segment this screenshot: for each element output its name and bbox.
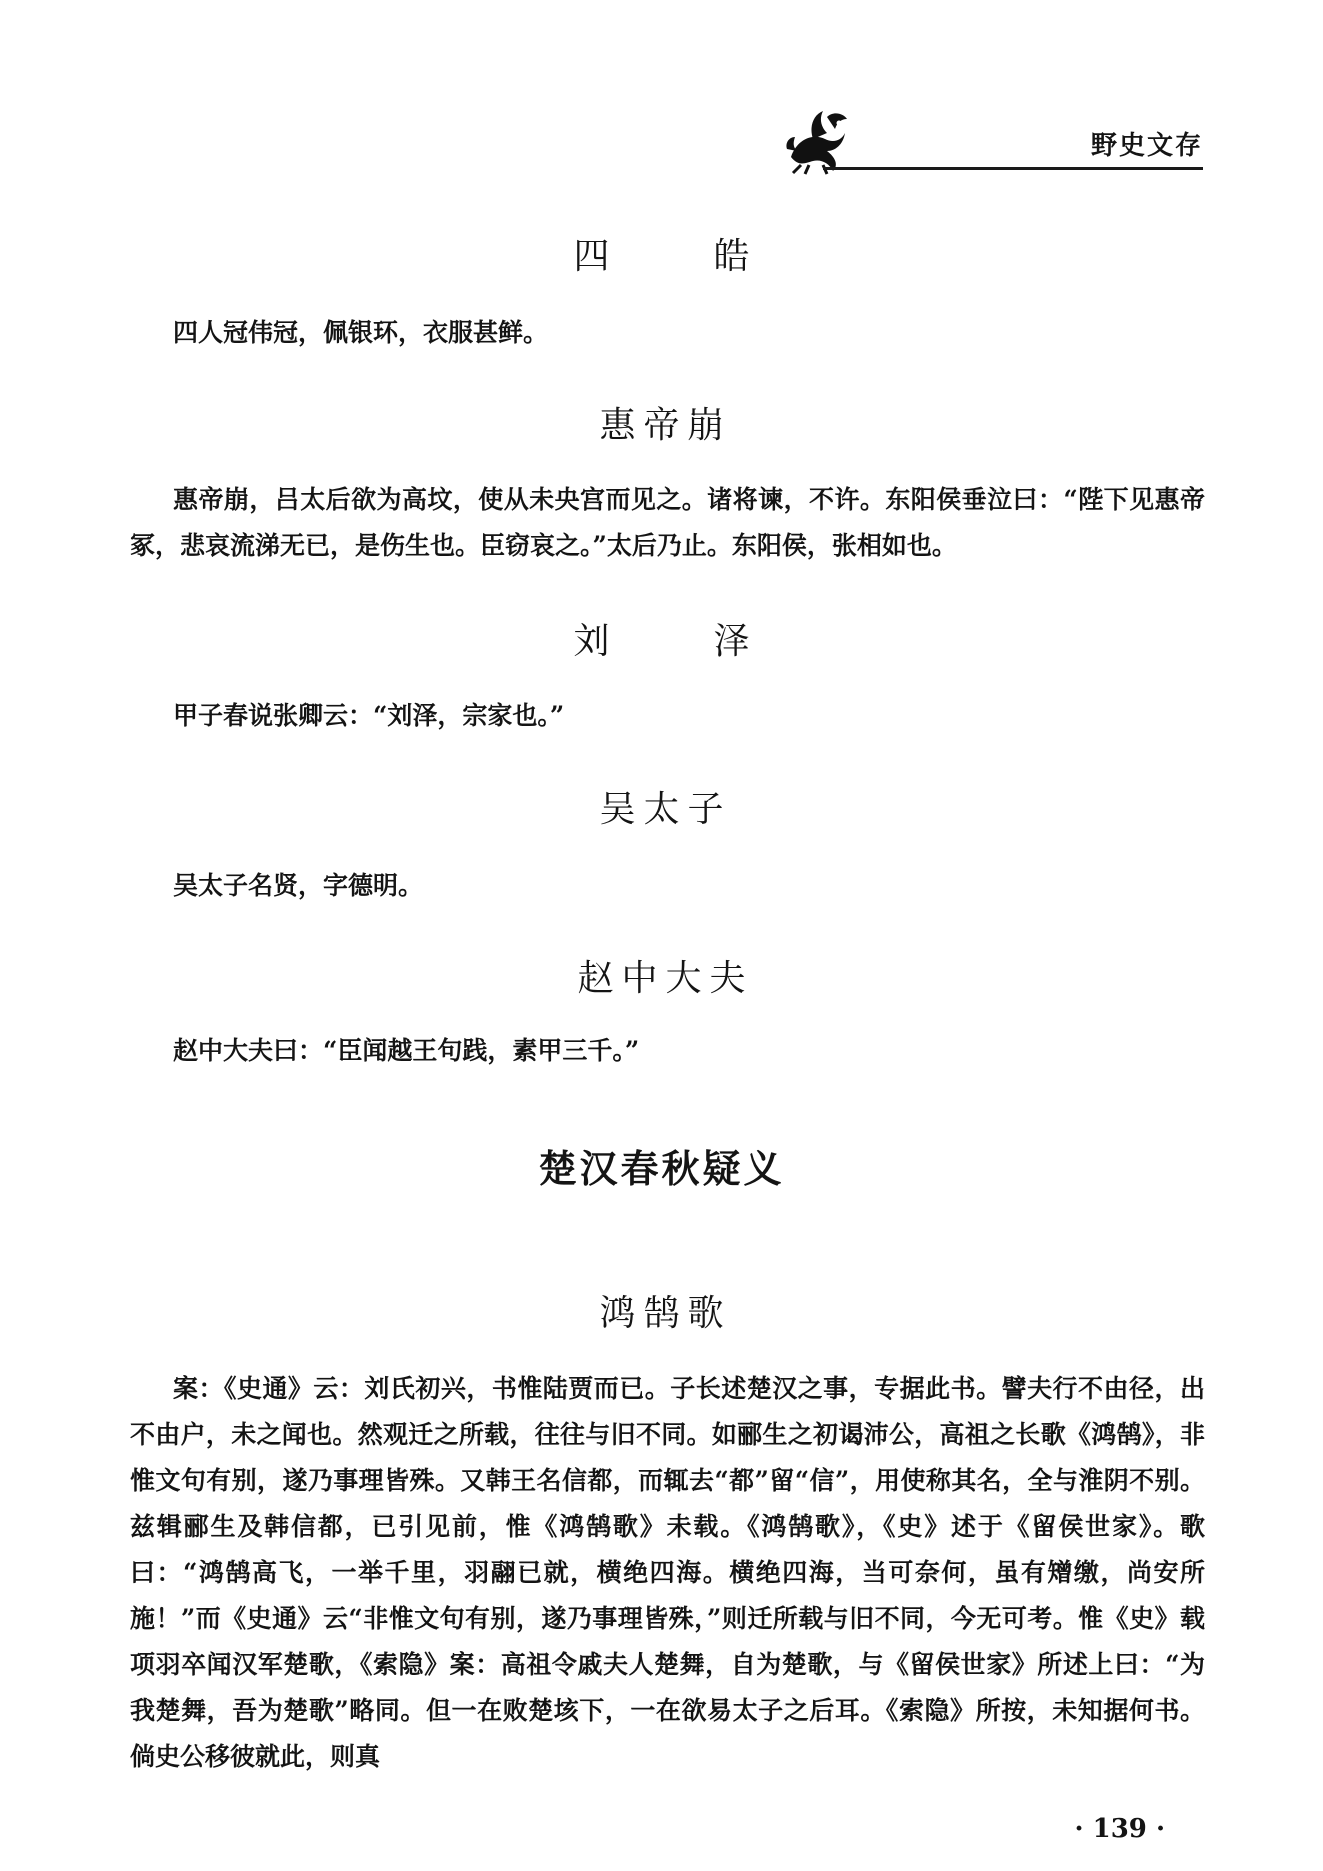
chapter-title: 楚汉春秋疑义 bbox=[538, 1147, 785, 1191]
section-body-liuze: 甲子春说张卿云：“刘泽，宗家也。” bbox=[173, 701, 565, 730]
chapter-body: 案：《史通》云：刘氏初兴，书惟陆贾而已。子长述楚汉之事，专据此书。譬夫行不由径，出不由户，未之闻也。然观迁之所载，往往与旧不同。如郦生之初谒沛公，高祖之长歌《鸿鹄》，非惟文句有别，遂乃事理皆殊。又韩王名信都，而辄去“都”留“信”，用使称其名，全与淮阴不别。兹辑郦生及韩信都，已引见前，惟《鸿鹄歌》未载。《鸿鹄歌》，《史》述于《留侯世家》。歌曰：“鸿鹄高飞，一举千里，羽翮已就，横绝四海。横绝四海，当可奈何，虽有矰缴，尚安所施！”而《史通》云“非惟文句有别，遂乃事理皆殊，”则迁所载与旧不同，今无可考。惟《史》载项羽卒闻汉军楚歌，《索隐》案：高祖令戚夫人楚舞，自为楚歌，与《留侯世家》所述上曰：“为我楚舞，吾为楚歌”略同。但一在败楚垓下，一在欲易太子之后耳。《索隐》所按，未知据何书。倘史公移彼就此，则真 bbox=[130, 1374, 1205, 1771]
mythical-beast-emblem-icon bbox=[783, 105, 855, 175]
page-number: · 139 · bbox=[1074, 1814, 1165, 1844]
section-title-huidibeng: 惠帝崩 bbox=[599, 405, 732, 446]
section-body-zhaozhongdafu: 赵中大夫曰：“臣闻越王句践，素甲三千。” bbox=[173, 1036, 640, 1065]
section-body-wutaizi: 吴太子名贤，字德明。 bbox=[173, 871, 424, 900]
section-body-sihao: 四人冠伟冠，佩银环，衣服甚鲜。 bbox=[173, 318, 549, 347]
section-title-liuze: 刘 泽 bbox=[573, 621, 784, 662]
running-header-title: 野史文存 bbox=[1090, 131, 1203, 161]
section-title-sihao: 四 皓 bbox=[573, 236, 784, 277]
subsection-title-honghuge: 鸿鹄歌 bbox=[599, 1293, 732, 1334]
section-title-zhaozhongdafu: 赵中大夫 bbox=[577, 958, 754, 999]
section-body-huidibeng: 惠帝崩，吕太后欲为高坟，使从未央宫而见之。诸将谏，不许。东阳侯垂泣曰：“陛下见惠帝冢，悲哀流涕无已，是伤生也。臣窃哀之。”太后乃止。东阳侯，张相如也。 bbox=[130, 485, 1205, 560]
section-title-wutaizi: 吴太子 bbox=[599, 789, 732, 830]
running-header bbox=[783, 95, 1203, 175]
header-rule bbox=[823, 167, 1203, 170]
